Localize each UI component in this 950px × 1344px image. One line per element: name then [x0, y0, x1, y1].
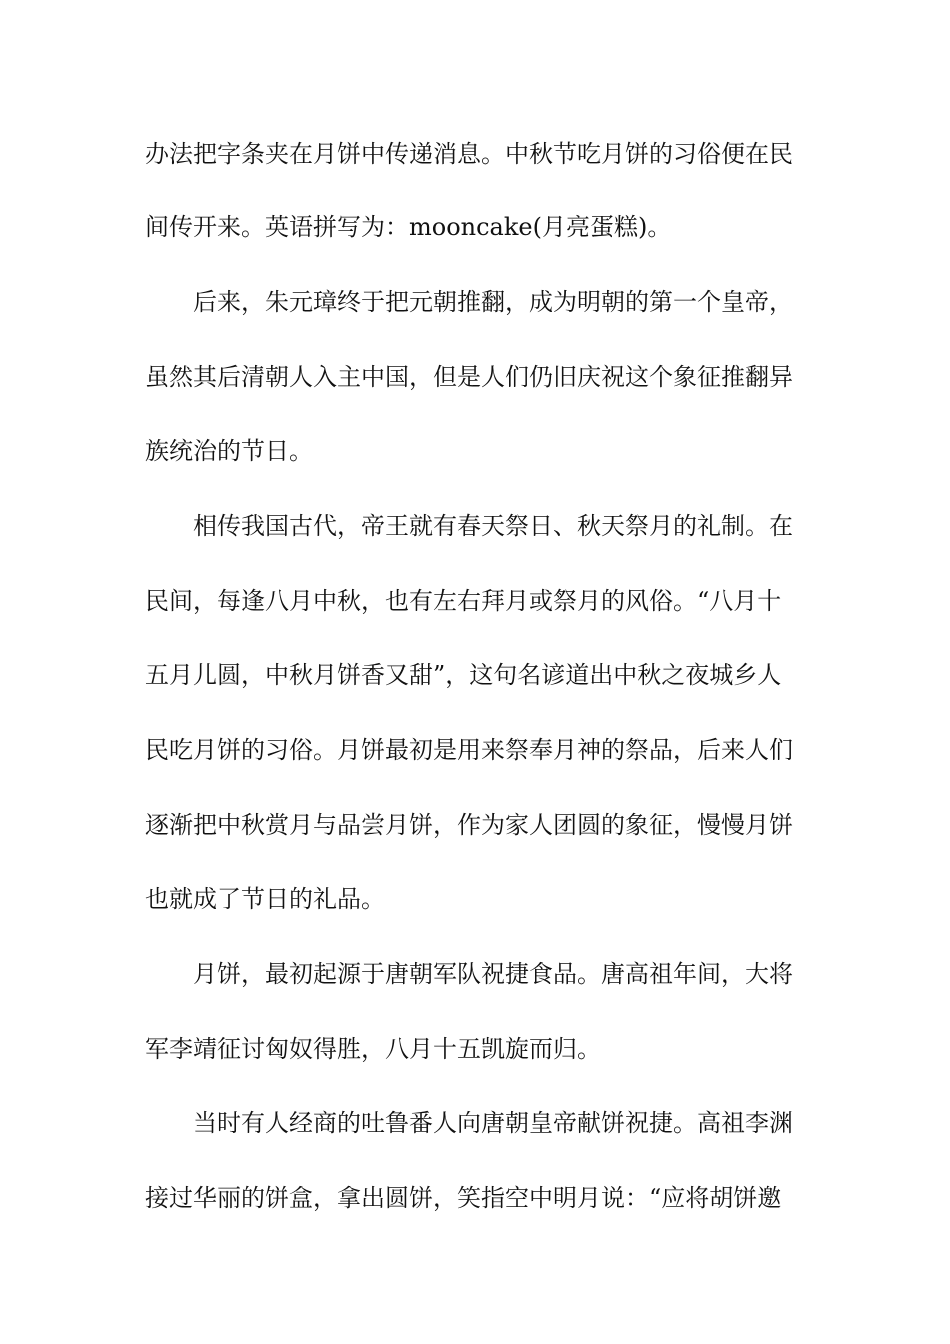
text-line: 族统治的节日。	[145, 437, 313, 465]
text-line: 虽然其后清朝人入主中国，但是人们仍旧庆祝这个象征推翻异	[145, 363, 793, 391]
paragraph-first-line: 当时有人经商的吐鲁番人向唐朝皇帝献饼祝捷。高祖李渊	[193, 1109, 793, 1137]
text-line: 办法把字条夹在月饼中传递消息。中秋节吃月饼的习俗便在民	[145, 140, 793, 168]
text-line: 民间，每逢八月中秋，也有左右拜月或祭月的风俗。“八月十	[145, 587, 782, 615]
text-line: 五月儿圆，中秋月饼香又甜”，这句名谚道出中秋之夜城乡人	[145, 661, 782, 689]
paragraph-first-line: 月饼，最初起源于唐朝军队祝捷食品。唐高祖年间，大将	[193, 960, 793, 988]
text-line: 民吃月饼的习俗。月饼最初是用来祭奉月神的祭品，后来人们	[145, 736, 793, 764]
text-line: 也就成了节日的礼品。	[145, 885, 385, 913]
text-line: 接过华丽的饼盒，拿出圆饼，笑指空中明月说：“应将胡饼邀	[145, 1184, 782, 1212]
text-line: 逐渐把中秋赏月与品尝月饼，作为家人团圆的象征，慢慢月饼	[145, 811, 793, 839]
paragraph-first-line: 相传我国古代，帝王就有春天祭日、秋天祭月的礼制。在	[193, 512, 793, 540]
text-line: 军李靖征讨匈奴得胜，八月十五凯旋而归。	[145, 1035, 601, 1063]
text-line: 间传开来。英语拼写为：mooncake(月亮蛋糕)。	[145, 213, 672, 241]
paragraph-first-line: 后来，朱元璋终于把元朝推翻，成为明朝的第一个皇帝，	[193, 288, 793, 316]
